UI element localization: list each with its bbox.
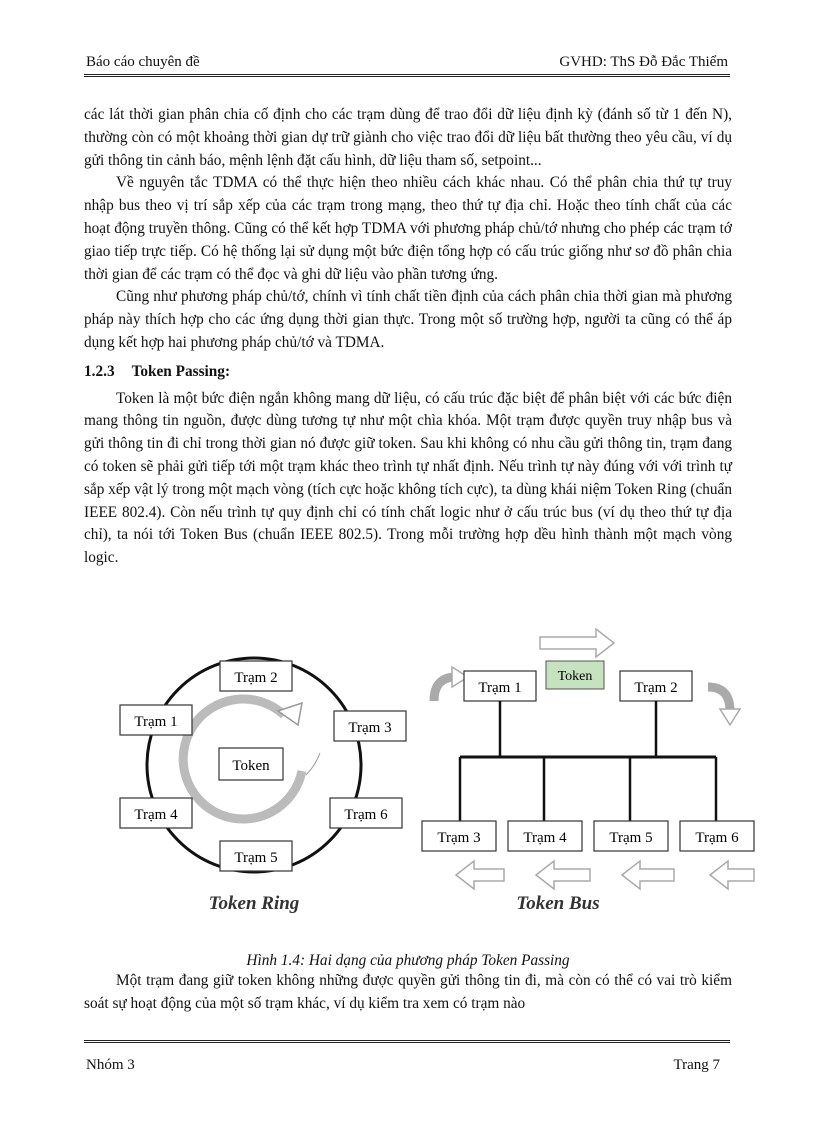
page-footer xyxy=(84,1040,730,1077)
bus-station-6 xyxy=(680,821,754,851)
paragraph: Token là một bức điện ngắn không mang dữ liệu, có cấu trúc đặc biệt để phân biệt với các bức điện mang thông tin nguồn, được dùng tương tự như một chìa khóa. Một trạm được quyền truy nhập bus và gửi thông tin đi chỉ trong thời gian nó được giữ token. Sau khi không có nhu cầu gửi thông tin, trạm đang có token sẽ phải gửi tiếp tới một trạm khác theo trình tự nhất định. Nếu trình tự này đúng với với trình tự sắp xếp vật lý trong một mạch vòng (tích cực hoặc không tích cực), ta dùng khái niệm Token Ring (chuẩn IEEE 802.4). Còn nếu trình tự quy định chỉ có tính chất logic như ở cấu trúc bus (ví dụ theo thứ tự địa chỉ), ta nói tới Token Bus (chuẩn IEEE 802.5). Trong mỗi trường hợp dều hình thành một mạch vòng logic. xyxy=(84,389,732,567)
paragraph: Về nguyên tắc TDMA có thể thực hiện theo nhiều cách khác nhau. Có thể phân chia thứ tự truy nhập bus theo vị trí sắp xếp của các trạm trong mạng, theo thứ tự địa chỉ. Hoặc theo tính chất của các hoạt động truyền thông. Cũng có thể kết hợp TDMA với phương pháp chủ/tớ nhưng cho phép các trạm tớ giao tiếp trực tiếp. Có hệ thống lại sử dụng một bức điện tổng hợp có cấu trúc giống như sơ đồ phân chia thời gian để các trạm có thể đọc và ghi dữ liệu vào phần tương ứng. xyxy=(84,174,732,283)
body-text-continued xyxy=(84,970,732,1016)
ring-token-box xyxy=(219,748,283,780)
figure-token-passing xyxy=(84,615,764,945)
paragraph: các lát thời gian phân chia cố định cho các trạm dùng để trao đổi dữ liệu định kỳ (đánh số từ 1 đến N), thường còn có một khoảng thời gian dự trữ giành cho việc trao đổi dữ liệu bất thường theo yêu cầu, ví dụ gửi thông tin cảnh báo, mệnh lệnh đặt cấu hình, dữ liệu tham số, setpoint... xyxy=(84,106,732,169)
svg-text:Token: Token xyxy=(557,669,593,684)
ring-station-6 xyxy=(330,798,402,828)
bus-station-5 xyxy=(594,821,668,851)
svg-text:Trạm 3: Trạm 3 xyxy=(348,720,392,736)
token-bus-diagram xyxy=(422,629,754,914)
body-text xyxy=(84,104,732,570)
ring-station-5 xyxy=(220,841,292,871)
ring-token-label: Token xyxy=(232,758,270,774)
token-ring-diagram xyxy=(120,658,406,914)
bus-arrow-left xyxy=(536,861,590,889)
paragraph: Cũng như phương pháp chủ/tớ, chính vì tính chất tiền định của cách phân chia thời gian mà phương pháp này thích hợp cho các ứng dụng thời gian thực. Trong một số trường hợp, người ta cũng có thể áp dụng kết hợp hai phương pháp chủ/tớ và TDMA. xyxy=(84,288,732,351)
section-title: Token Passing: xyxy=(131,362,231,380)
bus-station-3 xyxy=(422,821,496,851)
svg-text:Trạm 4: Trạm 4 xyxy=(523,830,567,846)
bus-arrow-right xyxy=(540,629,614,657)
svg-text:Trạm 1: Trạm 1 xyxy=(478,680,522,696)
svg-text:Trạm 6: Trạm 6 xyxy=(344,807,388,823)
bus-station-1 xyxy=(464,671,536,701)
header-left: Báo cáo chuyên đề xyxy=(86,54,200,70)
bus-station-2 xyxy=(620,671,692,701)
bus-arrow-left xyxy=(456,861,504,889)
svg-text:Trạm 2: Trạm 2 xyxy=(234,670,278,686)
ring-station-1 xyxy=(120,705,192,735)
footer-left: Nhóm 3 xyxy=(86,1057,135,1073)
ring-arrow-head xyxy=(278,703,302,725)
figure-diagram xyxy=(84,615,764,945)
header-right: GVHD: ThS Đỗ Đắc Thiểm xyxy=(559,54,728,70)
bus-station-4 xyxy=(508,821,582,851)
svg-text:Trạm 2: Trạm 2 xyxy=(634,680,678,696)
bus-label: Token Bus xyxy=(516,893,600,914)
ring-station-3 xyxy=(334,711,406,741)
ring-label: Token Ring xyxy=(208,893,300,914)
paragraph: Một trạm đang giữ token không những được quyền gửi thông tin đi, mà còn có thể có vai trò kiểm soát sự hoạt động của một số trạm khác, ví dụ kiểm tra xem có trạm nào xyxy=(84,972,732,1012)
svg-text:Trạm 5: Trạm 5 xyxy=(609,830,653,846)
ring-station-4 xyxy=(120,798,192,828)
ring-station-2 xyxy=(220,661,292,691)
bus-arrow-down-curve xyxy=(720,709,740,725)
footer-right: Trang 7 xyxy=(673,1057,720,1073)
bus-arrow-left xyxy=(622,861,674,889)
section-number: 1.2.3 xyxy=(84,362,115,380)
svg-text:Trạm 5: Trạm 5 xyxy=(234,850,278,866)
bus-token-box xyxy=(546,661,604,689)
svg-text:Trạm 6: Trạm 6 xyxy=(695,830,739,846)
svg-text:Trạm 1: Trạm 1 xyxy=(134,714,178,730)
page-header xyxy=(84,52,730,77)
figure-caption: Hình 1.4: Hai dạng của phương pháp Token Passing xyxy=(246,952,570,969)
bus-arrow-left xyxy=(710,861,754,889)
section-heading xyxy=(84,361,732,384)
svg-text:Trạm 4: Trạm 4 xyxy=(134,807,178,823)
svg-text:Trạm 3: Trạm 3 xyxy=(437,830,481,846)
